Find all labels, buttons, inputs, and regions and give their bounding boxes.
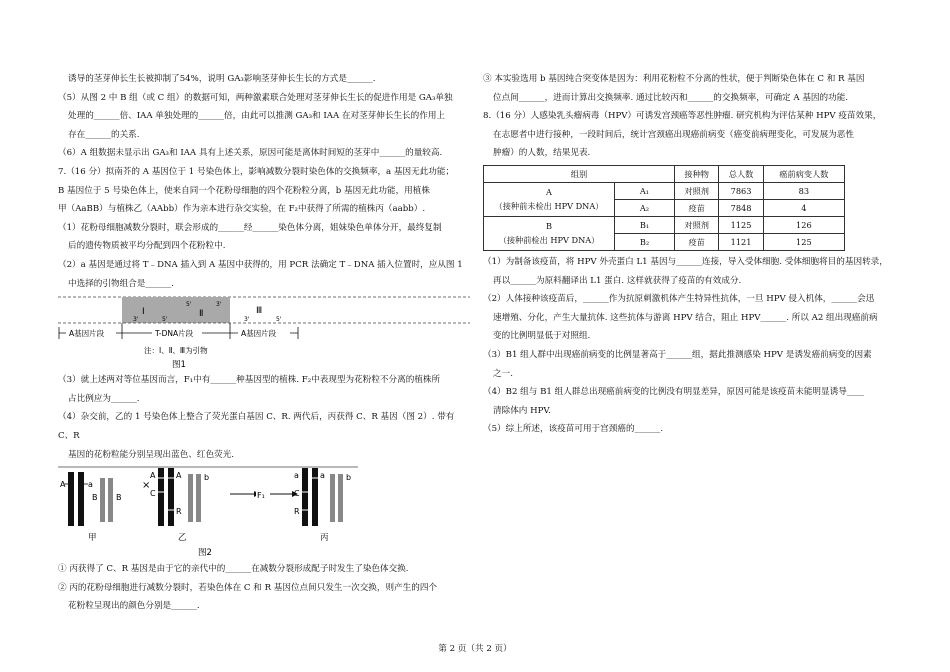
fig2-bing-a1: a: [294, 471, 299, 481]
q8-stem-line1: 8.（16 分）人感染乳头瘤病毒（HPV）可诱发宫颈癌等恶性肿瘤. 研究机构为评估某种 HPV 疫苗效果，: [483, 111, 882, 122]
q7-4-2-line1: ② 丙的花粉母细胞进行减数分裂时，若染色体在 C 和 R 基因位点间只发生一次交换，则产生的四个: [58, 582, 438, 593]
q8-5: （5）综上所述，该疫苗可用于宫颈癌的______.: [483, 424, 664, 435]
fig2-jia-chr5b: [108, 478, 113, 522]
q6-5-line2: 处理的______倍、IAA 单独处理的______倍，由此可以推测 GA₃和 IAA 在对茎芽伸长生长的作用上: [68, 111, 446, 122]
left-column: [58, 70, 470, 616]
q7-4-2-line2: 花粉粒呈现出的颜色分别是______.: [68, 601, 200, 612]
fig2-yi-R: R: [176, 507, 182, 517]
q8-1-line2: 再以______为原料翻译出 L1 蛋白. 这样就获得了疫苗的有效成分.: [493, 275, 742, 286]
fig1-primer-I-5end: 5': [162, 316, 168, 324]
fig2-bing-chr5a: [330, 474, 335, 522]
table-cell-sub: A₁: [615, 182, 675, 199]
fig1-primer-III: Ⅲ: [256, 306, 263, 317]
group-a-note: （接种前未检出 HPV DNA）: [494, 201, 604, 212]
q8-2-line2: 速增殖、分化，产生大量抗体. 这些抗体与游离 HPV 结合，阻止 HPV______. 所以 A2 组出现癌前病: [493, 312, 878, 323]
fig2-jia-chr1b: [78, 472, 84, 526]
page-footer: 第 2 页（共 2 页）: [438, 644, 512, 654]
fig2-bing-C: C: [294, 489, 300, 499]
fig2-jia-B1: B: [92, 493, 98, 503]
q6-4-cont: 诱导的茎芽伸长生长被抑制了54%，说明 GA₃影响茎芽伸长生长的方式是______.: [68, 74, 376, 84]
fig1-label-a-left: A基因片段: [69, 329, 105, 339]
q8-1-line1: （1）为制备该疫苗，将 HPV 外壳蛋白 L1 基因与______连接，导入受体细胞. 受体细胞将目的基因转录，: [483, 256, 888, 267]
q7-stem-line2: B 基因位于 5 号染色体上，使来自同一个花粉母细胞的四个花粉粒分离，b 基因无此功能，用植株: [58, 185, 430, 196]
fig2-yi-chr5a: [188, 474, 193, 522]
fig2-bing-R: R: [294, 507, 300, 517]
q8-2-line1: （2）人体接种该疫苗后，______作为抗原刺激机体产生特异性抗体，一旦 HPV 侵入机体，______会迅: [483, 294, 875, 305]
q7-stem-line3: 甲（AaBB）与植株乙（AAbb）作为亲本进行杂交实验，在 F₂中获得了所需的植株丙（aabb）.: [58, 204, 426, 215]
table-header-row: [484, 165, 845, 182]
q8-3-line1: （3）B1 组人群中出现癌前病变的比例显著高于______组，据此推测感染 HPV 是诱发癌前病变的因素: [483, 349, 872, 360]
fig1-note: 注：Ⅰ、Ⅱ、Ⅲ为引物: [144, 346, 208, 356]
fig2-jia-B2: B: [116, 493, 122, 503]
table-header-group: 组别: [484, 165, 675, 182]
table-cell-agent: 对照剂: [675, 182, 719, 199]
fig2-yi-A1: A: [150, 471, 156, 481]
table-header-lesion: 癌前病变人数: [763, 165, 844, 182]
fig2-yi-chr5b: [196, 474, 201, 522]
fig2-cross-symbol: ×: [142, 480, 151, 492]
table-cell-sub: B₂: [615, 233, 675, 250]
q8-3-line2: 之一.: [493, 368, 513, 379]
q7-4-line2: 基因的花粉粒能分别呈现出蓝色、红色荧光.: [68, 449, 235, 460]
q7-4-3-line1: ③ 本实验选用 b 基因纯合突变体是因为：利用花粉粒不分离的性状，便于判断染色体在 C 和 R 基因: [483, 74, 865, 84]
q8-2-line3: 变的比例明显低于对照组.: [493, 331, 591, 342]
fig2-bing-chr1a: [302, 468, 308, 526]
fig1-primer-II-3end: 3': [216, 301, 222, 309]
table-cell-agent: 对照剂: [675, 216, 719, 233]
fig1-primer-II-5end: 5': [186, 301, 192, 309]
fig2-label-yi: 乙: [178, 533, 187, 544]
fig2-yi-chr1a: [158, 468, 164, 526]
q7-1-line2: 后的遗传物质被平均分配到四个花粉粒中.: [68, 241, 226, 252]
fig2-yi-A2: A: [176, 471, 182, 481]
group-b-note: （接种前检出 HPV DNA）: [498, 235, 600, 246]
figure-2: [58, 464, 470, 560]
figure-2-svg: [58, 464, 470, 560]
group-a-label: A: [546, 187, 552, 198]
q7-2-line1: （2）a 基因是通过将 T﹣DNA 插入到 A 基因中获得的，用 PCR 法确定 T﹣DNA 插入位置时，应从图 1: [58, 259, 463, 270]
table-cell-lesion: 83: [763, 182, 844, 199]
fig1-caption: 图1: [172, 360, 186, 371]
table-group-b: [484, 216, 615, 250]
table-cell-lesion: 125: [763, 233, 844, 250]
figure-1: [58, 293, 470, 371]
fig1-primer-I-3end: 3': [133, 316, 139, 324]
fig2-bing-chr5b: [338, 474, 343, 522]
q8-stem-line3: 肿瘤）的人数，结果见表.: [493, 148, 591, 159]
table-group-a: [484, 182, 615, 216]
table-cell-agent: 疫苗: [675, 199, 719, 216]
table-row: [484, 182, 845, 199]
q7-4-1: ① 丙获得了 C、R 基因是由于它的亲代中的______在减数分裂形成配子时发生了染色体交换.: [58, 564, 409, 575]
fig2-yi-C: C: [150, 489, 156, 499]
table-cell-total: 7848: [719, 199, 763, 216]
fig2-label-jia: 甲: [88, 533, 97, 544]
fig2-caption: 图2: [198, 548, 212, 559]
fig1-label-tdna: T-DNA片段: [155, 329, 194, 339]
q7-3-line2: 占比例应为______.: [68, 393, 140, 404]
q8-4-line1: （4）B2 组与 B1 组人群总出现癌前病变的比例没有明显差异，原因可能是该疫苗未能明显诱导____: [483, 387, 864, 398]
hpv-results-table: [483, 165, 845, 251]
fig2-bing-chr1b: [312, 468, 318, 526]
table-cell-lesion: 4: [763, 199, 844, 216]
fig2-yi-chr1b: [168, 468, 174, 526]
fig1-primer-I: Ⅰ: [142, 307, 145, 318]
table-header-total: 总人数: [719, 165, 763, 182]
right-column: [483, 70, 898, 439]
fig2-bing-b: b: [346, 473, 352, 483]
table-row: [484, 216, 845, 233]
fig2-jia-chr5a: [100, 478, 105, 522]
q6-5-line1: （5）从图 2 中 B 组（或 C 组）的数据可知，两种激素联合处理对茎芽伸长生长的促进作用是 GA₃单独: [58, 92, 453, 103]
q7-3-line1: （3）就上述两对等位基因而言，F₁中有______种基因型的植株. F₂中表现型为花粉粒不分离的植株所: [58, 375, 441, 386]
figure-1-svg: [58, 293, 470, 371]
fig2-label-bing: 丙: [320, 533, 329, 544]
q7-4-3-line2: 位点间______，进而计算出交换频率. 通过比较丙和______的交换频率，可确定 A 基因的功能.: [493, 92, 849, 103]
table-cell-total: 1125: [719, 216, 763, 233]
table-cell-total: 1121: [719, 233, 763, 250]
fig2-yi-b: b: [204, 473, 210, 483]
q6-5-line3: 存在______的关系.: [68, 129, 140, 140]
table-cell-total: 7863: [719, 182, 763, 199]
table-header-agent: 接种物: [675, 165, 719, 182]
table-cell-agent: 疫苗: [675, 233, 719, 250]
fig1-primer-III-3end: 3': [244, 316, 250, 324]
fig1-primer-II: Ⅱ: [199, 309, 204, 320]
q7-stem-line1: 7.（16 分）拟南芥的 A 基因位于 1 号染色体上，影响减数分裂时染色体的交换频率，a 基因无此功能；: [58, 166, 455, 177]
group-b-label: B: [545, 221, 553, 232]
q7-2-line2: 中选择的引物组合是______.: [68, 278, 174, 289]
fig2-bing-a2: a: [320, 471, 325, 481]
table-cell-sub: B₁: [615, 216, 675, 233]
q7-1-line1: （1）花粉母细胞减数分裂时，联会形成的______经______染色体分离，姐妹染色单体分开，最终复制: [58, 222, 442, 233]
q6-6: （6）A 组数据未显示出 GA₃和 IAA 具有上述关系，原因可能是离体时间短的茎芽中______的量较高.: [58, 148, 443, 159]
q8-stem-line2: 在志愿者中进行接种，一段时间后，统计宫颈癌出现癌前病变（癌变前病理变化，可发展为恶性: [493, 129, 854, 140]
fig1-label-a-right: A基因片段: [241, 329, 277, 339]
table-cell-lesion: 126: [763, 216, 844, 233]
fig1-primer-III-5end: 5': [276, 316, 282, 324]
q8-4-line2: 清除体内 HPV.: [493, 405, 551, 416]
fig2-f1-label: F₁: [257, 491, 265, 501]
fig2-jia-chr1a: [68, 472, 74, 526]
fig2-jia-a: a: [88, 480, 93, 490]
q7-4-line1: （4）杂交前，乙的 1 号染色体上整合了荧光蛋白基因 C、R. 两代后，丙获得 C、R 基因（图 2）. 带有 C、R: [58, 412, 455, 441]
table-cell-sub: A₂: [615, 199, 675, 216]
fig2-jia-A: A: [60, 480, 66, 490]
